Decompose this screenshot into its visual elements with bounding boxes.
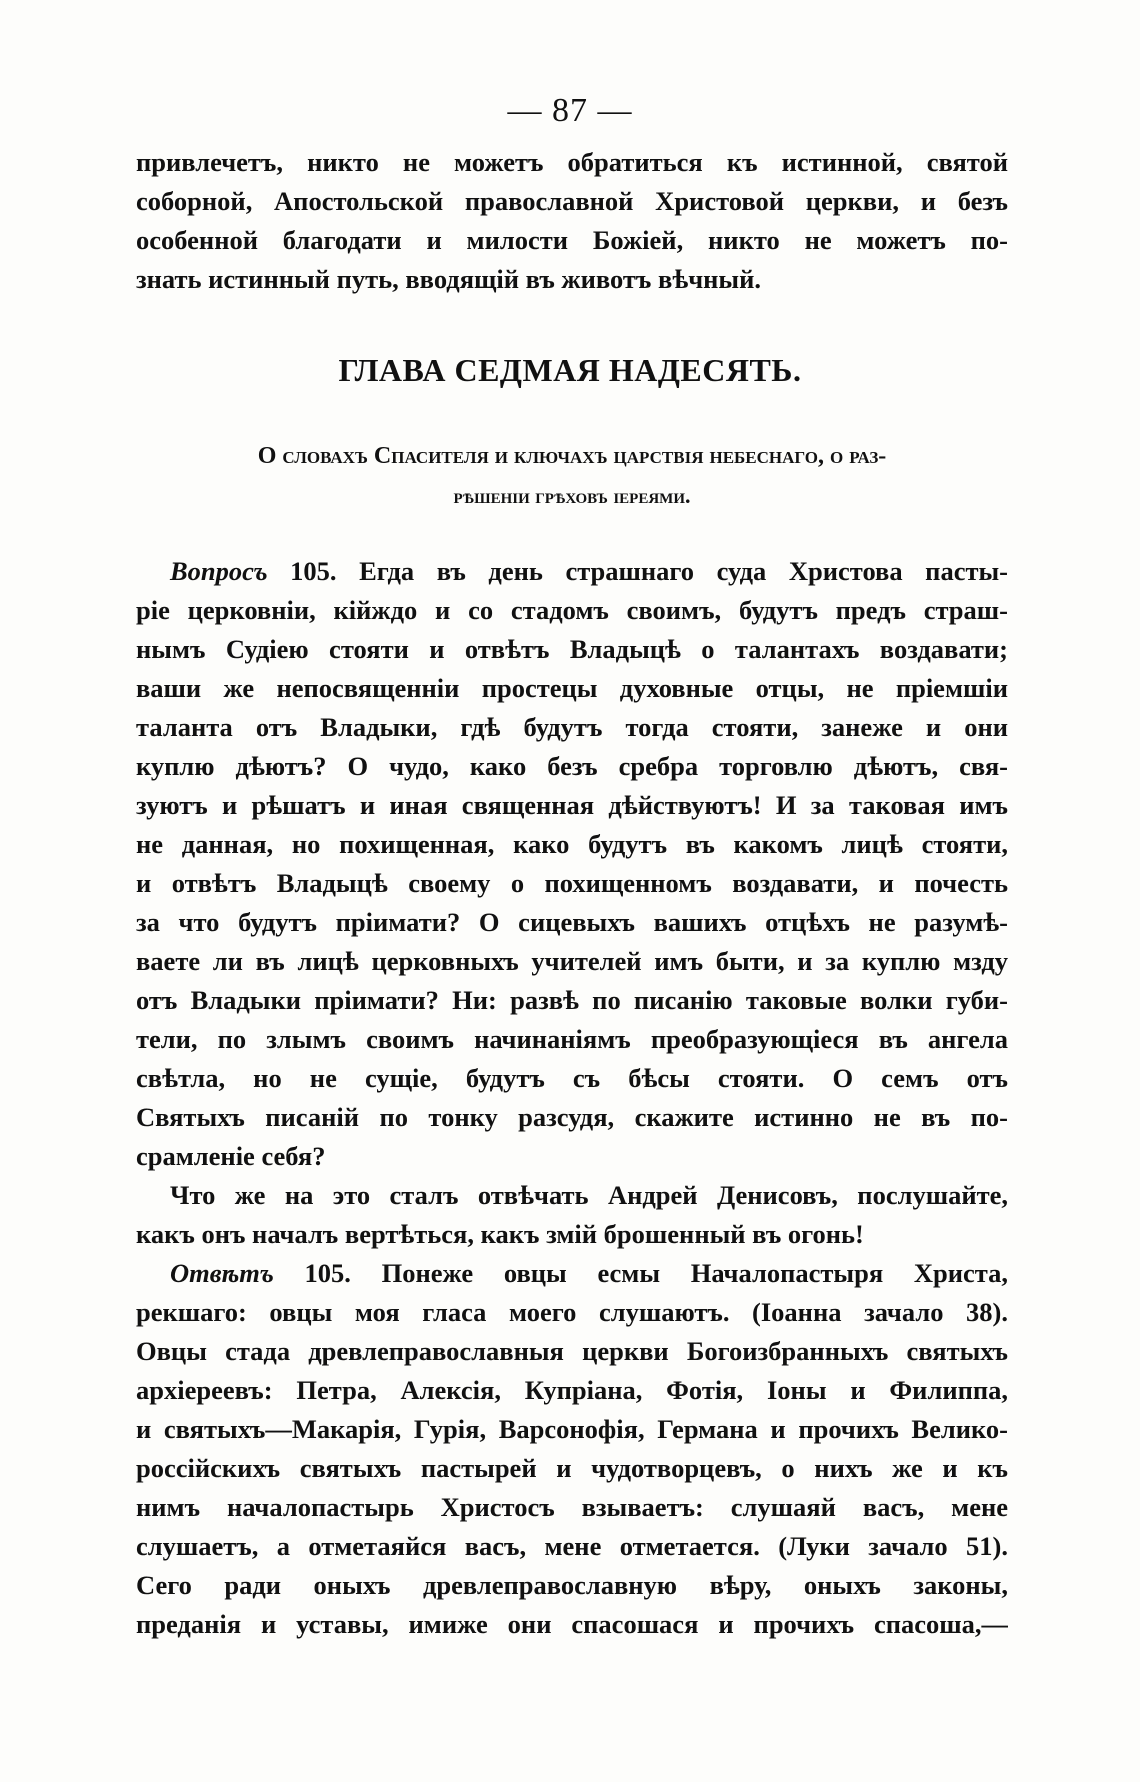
chapter-title: ГЛАВА СЕДМАЯ НАДЕСЯТЬ. (338, 352, 802, 388)
answer-label: Отвѣтъ (170, 1258, 274, 1288)
text-line: Овцы стада древлеправославныя церкви Богоизбранныхъ святыхъ (136, 1336, 1008, 1366)
text-line: привлечетъ, никто не можетъ обратиться къ истинной, святой (136, 147, 1008, 177)
text-line: какъ онъ началъ вертѣться, какъ змій брошенный въ огонь! (136, 1219, 864, 1249)
text-line: куплю дѣютъ? О чудо, како безъ сребра торговлю дѣютъ, свя- (136, 751, 1008, 781)
text-line: за что будутъ пріимати? О сицевыхъ вашихъ отцѣхъ не разумѣ- (136, 907, 1008, 937)
answer-first-line: 105. Понеже овцы есмы Началопастыря Христа, (273, 1258, 1008, 1288)
text-line-first (136, 1254, 1008, 1293)
text-line: рекшаго: овцы моя гласа моего слушаютъ. (Іоанна зачало 38). (136, 1297, 1008, 1327)
answer-paragraph (136, 1254, 1008, 1644)
remark-paragraph (136, 1176, 1008, 1254)
text-line: отъ Владыки пріимати? Ни: развѣ по писанію таковые волки губи- (136, 985, 1008, 1015)
text-line: срамленіе себя? (136, 1141, 326, 1171)
text-line: преданія и уставы, имиже они спасошася и прочихъ спасоша,— (136, 1609, 1008, 1639)
text-line: нимъ началопастырь Христосъ взываетъ: слушаяй васъ, мене (136, 1492, 1008, 1522)
text-line: нымъ Судіею стояти и отвѣтъ Владыцѣ о талантахъ воздавати; (136, 634, 1008, 664)
text-line: Святыхъ писаній по тонку разсудя, скажите истинно не въ по- (136, 1102, 1008, 1132)
text-line: россійскихъ святыхъ пастырей и чудотворцевъ, о нихъ же и къ (136, 1453, 1008, 1483)
question-first-line: 105. Егда въ день страшнаго суда Христова пасты- (267, 556, 1008, 586)
text-line: ваете ли въ лицѣ церковныхъ учителей имъ быти, и за куплю мзду (136, 946, 1008, 976)
text-line: не данная, но похищенная, како будутъ въ какомъ лицѣ стояти, (136, 829, 1008, 859)
intro-paragraph (136, 143, 1008, 299)
text-line-first (136, 552, 1008, 591)
text-line: свѣтла, но не сущіе, будутъ съ бѣсы стояти. О семъ отъ (136, 1063, 1008, 1093)
question-label: Вопросъ (170, 556, 268, 586)
question-paragraph (136, 552, 1008, 1176)
page-number: — 87 — (507, 92, 633, 129)
text-line: ваши же непосвященніи простецы духовные отцы, не пріемшіи (136, 673, 1008, 703)
text-line: и отвѣтъ Владыцѣ своему о похищенномъ воздавати, и почесть (136, 868, 1008, 898)
text-line: слушаетъ, а отметаяйся васъ, мене отметается. (Луки зачало 51). (136, 1531, 1008, 1561)
text-line: знать истинный путь, вводящій въ животъ вѣчный. (136, 264, 762, 294)
text-line: Что же на это сталъ отвѣчать Андрей Денисовъ, послушайте, (170, 1180, 1008, 1210)
text-line: тели, по злымъ своимъ начинаніямъ преобразующіеся въ ангела (136, 1024, 1008, 1054)
text-line: соборной, Апостольской православной Христовой церкви, и безъ (136, 186, 1008, 216)
text-line: зуютъ и рѣшатъ и иная священная дѣйствуютъ! И за таковая имъ (136, 790, 1008, 820)
text-line: Сего ради оныхъ древлеправославную вѣру, оныхъ законы, (136, 1570, 1008, 1600)
chapter-subtitle-line-2: рѣшеніи грѣховъ іереями. (453, 483, 691, 508)
text-line: и святыхъ—Макарія, Гурія, Варсонофія, Германа и прочихъ Велико- (136, 1414, 1008, 1444)
text-line: особенной благодати и милости Божіей, никто не можетъ по- (136, 225, 1008, 255)
text-line: ріе церковніи, кійждо и со стадомъ своимъ, будутъ предъ страш- (136, 595, 1008, 625)
text-line: архіереевъ: Петра, Алексія, Купріана, Фотія, Іоны и Филиппа, (136, 1375, 1008, 1405)
text-line: таланта отъ Владыки, гдѣ будутъ тогда стояти, занеже и они (136, 712, 1008, 742)
chapter-subtitle-line-1: О словахъ Спасителя и ключахъ царствія небеснаго, о раз- (257, 443, 887, 469)
